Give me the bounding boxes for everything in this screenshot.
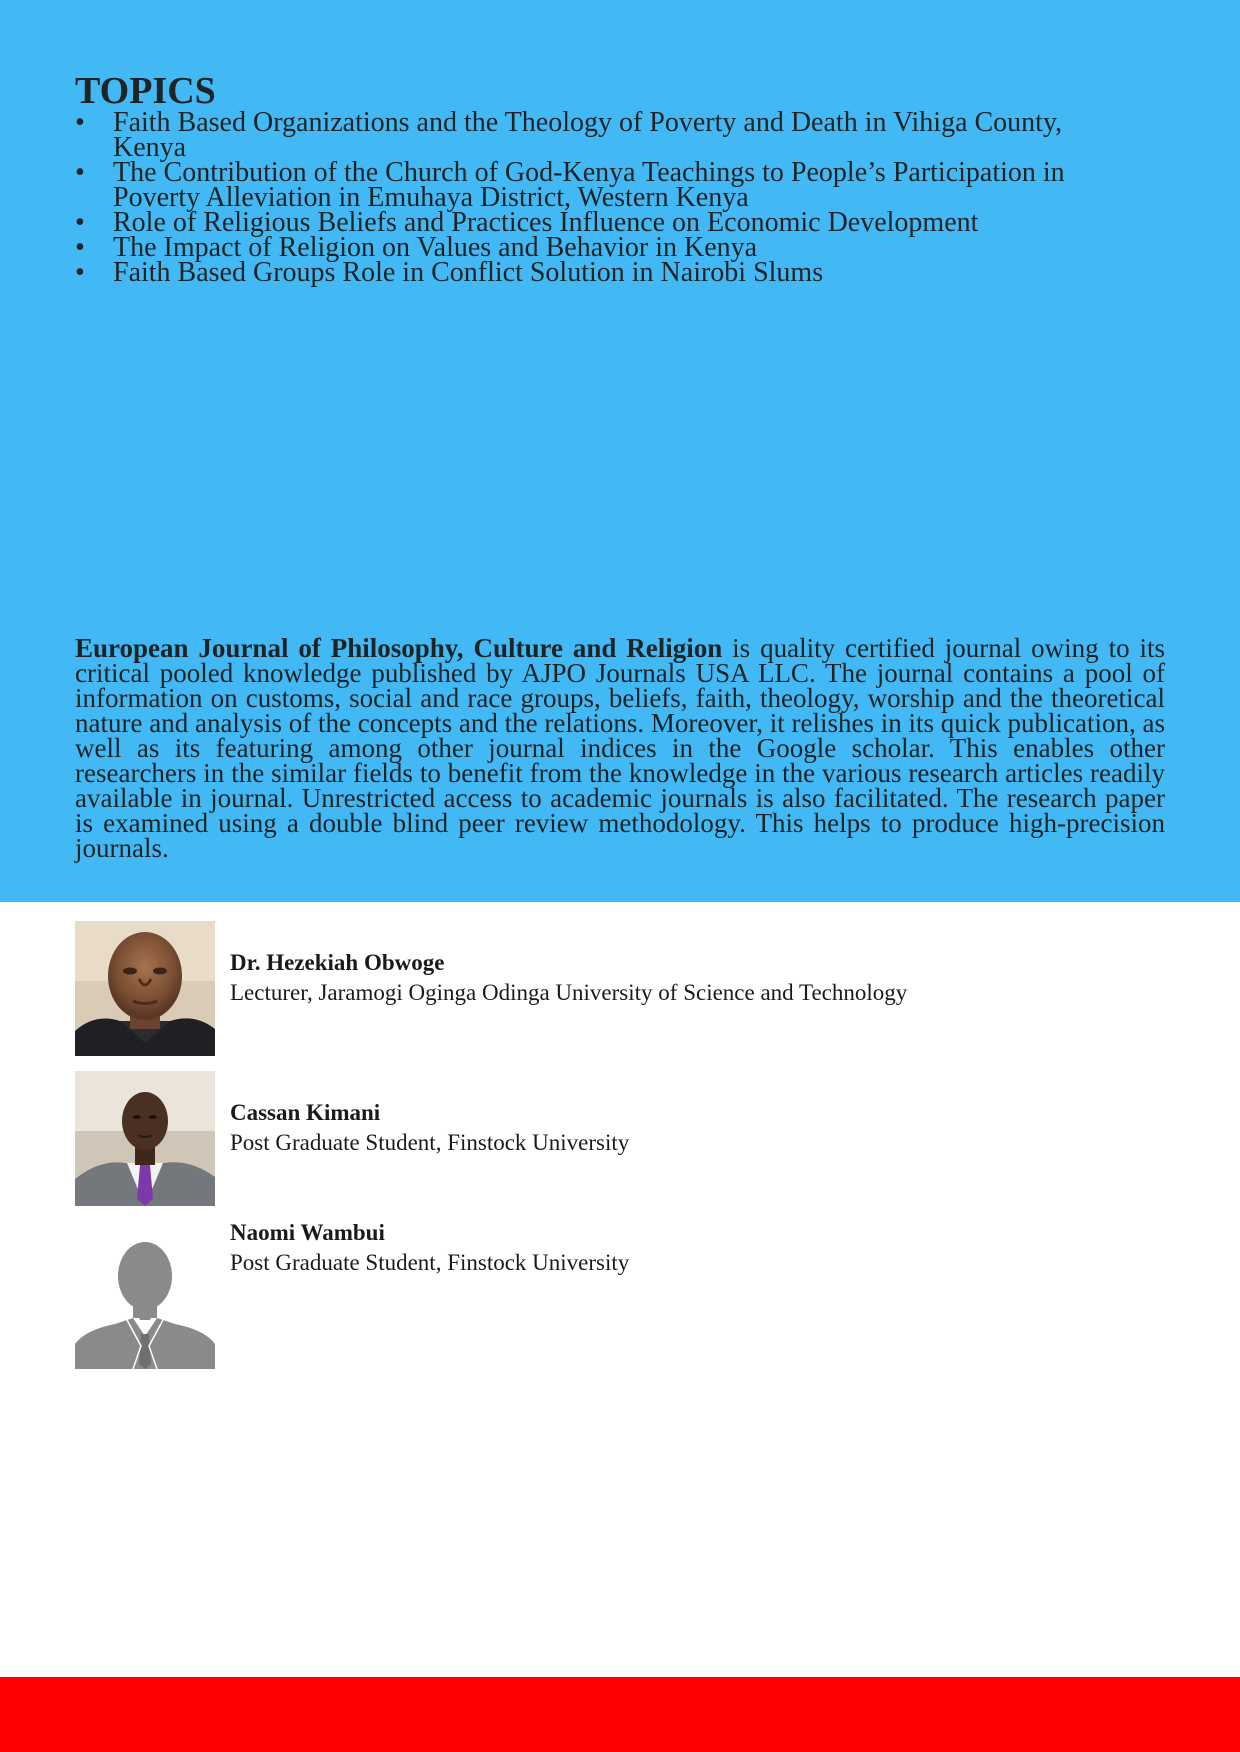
- author-card: [75, 1071, 1165, 1211]
- author-name: Cassan Kimani: [230, 1100, 381, 1125]
- bullet-icon: •: [75, 107, 85, 138]
- bullet-icon: •: [75, 257, 85, 288]
- author-card: [75, 921, 1165, 1061]
- author-role: Post Graduate Student, Finstock University: [230, 1130, 630, 1155]
- avatar-silhouette-icon: [75, 1234, 215, 1369]
- footer-band: [0, 1677, 1240, 1752]
- bullet-icon: •: [75, 157, 85, 188]
- author-name: Naomi Wambui: [230, 1220, 385, 1245]
- topic-item: [75, 257, 1135, 288]
- author-photo: [75, 921, 215, 1056]
- topic-item: [75, 157, 1135, 213]
- topic-text: Faith Based Organizations and the Theology of Poverty and Death in Vihiga County, Kenya: [113, 107, 1063, 163]
- journal-name: European Journal of Philosophy, Culture and Religion: [75, 633, 723, 663]
- topics-list: [75, 107, 1135, 288]
- author-photo: [75, 1071, 215, 1206]
- journal-description-text: is quality certified journal owing to its critical pooled knowledge published by AJPO Journals USA LLC. The journal contains a pool of information on customs, social and race groups, beliefs, faith, theology, worship and the theoretical nature and analysis of the concepts and the relations. Moreover, it relishes in its quick publication, as well as its featuring among other journal indices in the Google scholar. This enables other researchers in the similar fields to benefit from the knowledge in the various research articles readily available in journal. Unrestricted access to academic journals is also facilitated. The research paper is examined using a double blind peer review methodology. This helps to produce high-precision journals.: [75, 633, 1165, 863]
- portrait-image: [75, 921, 215, 1056]
- author-card: [75, 1220, 1165, 1360]
- default-avatar-icon: [75, 1234, 215, 1369]
- bullet-icon: •: [75, 232, 85, 263]
- portrait-image: [75, 1071, 215, 1206]
- bullet-icon: •: [75, 207, 85, 238]
- topic-item: [75, 107, 1135, 163]
- author-role: Lecturer, Jaramogi Oginga Odinga University of Science and Technology: [230, 980, 908, 1005]
- topic-text: The Contribution of the Church of God-Kenya Teachings to People’s Participation in Poverty Alleviation in Emuhaya District, Western Kenya: [113, 157, 1065, 213]
- author-role: Post Graduate Student, Finstock University: [230, 1250, 630, 1275]
- topic-text: The Impact of Religion on Values and Behavior in Kenya: [113, 232, 758, 263]
- journal-description: [75, 633, 1165, 863]
- topics-heading: TOPICS: [75, 70, 216, 112]
- topic-text: Faith Based Groups Role in Conflict Solution in Nairobi Slums: [113, 257, 824, 288]
- author-name: Dr. Hezekiah Obwoge: [230, 950, 445, 975]
- topic-text: Role of Religious Beliefs and Practices Influence on Economic Development: [113, 207, 979, 238]
